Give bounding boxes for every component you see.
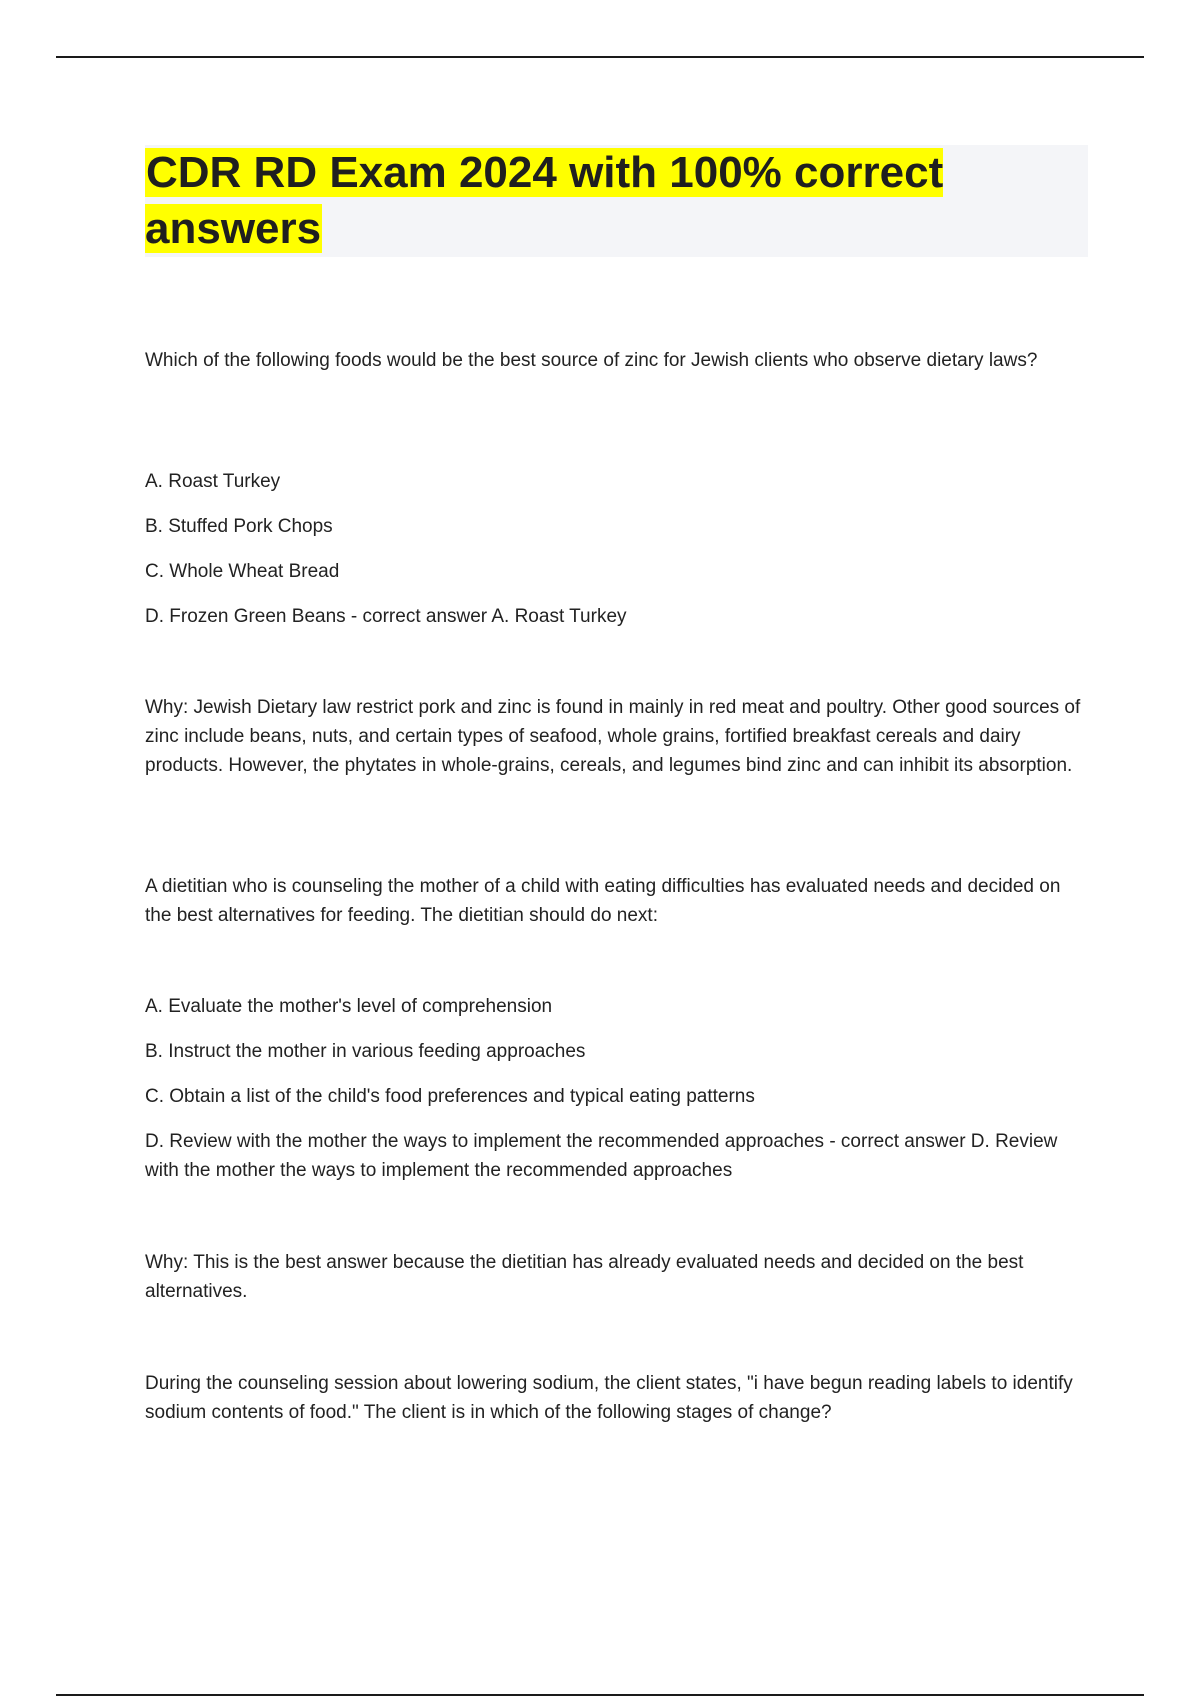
title-highlight: CDR RD Exam 2024 with 100% correct answers (145, 148, 944, 253)
question-1-option-c: C. Whole Wheat Bread (145, 561, 340, 582)
question-2-option-c: C. Obtain a list of the child's food preferences and typical eating patterns (145, 1086, 755, 1107)
question-2-option-d-with-answer: D. Review with the mother the ways to implement the recommended approaches - correct answer D. Review with the mother the ways to implement the recommended approaches (145, 1131, 1058, 1181)
question-1-option-a: A. Roast Turkey (145, 471, 281, 492)
question-1-option-d-with-answer: D. Frozen Green Beans - correct answer A. Roast Turkey (145, 606, 627, 627)
question-3-stem: During the counseling session about lowering sodium, the client states, "i have begun reading labels to identify sodium contents of food." The client is in which of the following stages of change? (145, 1373, 1073, 1423)
question-2-why: Why: This is the best answer because the dietitian has already evaluated needs and decided on the best alternatives. (145, 1252, 1024, 1302)
question-1-why: Why: Jewish Dietary law restrict pork and zinc is found in mainly in red meat and poultry. Other good sources of zinc include beans, nuts, and certain types of seafood, whole grains, fortified breakfast cereals and dairy products. However, the phytates in whole-grains, cereals, and legumes bind zinc and can inhibit its absorption. (145, 697, 1081, 776)
question-2-option-a: A. Evaluate the mother's level of comprehension (145, 996, 553, 1017)
footer-rule (56, 1694, 1144, 1696)
question-1-option-b: B. Stuffed Pork Chops (145, 516, 333, 537)
document-title (145, 145, 1088, 257)
question-2-stem: A dietitian who is counseling the mother of a child with eating difficulties has evaluated needs and decided on the best alternatives for feeding. The dietitian should do next: (145, 876, 1061, 926)
header-rule (56, 56, 1144, 58)
title-block (145, 145, 1088, 257)
question-1-stem: Which of the following foods would be the best source of zinc for Jewish clients who observe dietary laws? (145, 350, 1038, 371)
question-2-option-b: B. Instruct the mother in various feeding approaches (145, 1041, 586, 1062)
